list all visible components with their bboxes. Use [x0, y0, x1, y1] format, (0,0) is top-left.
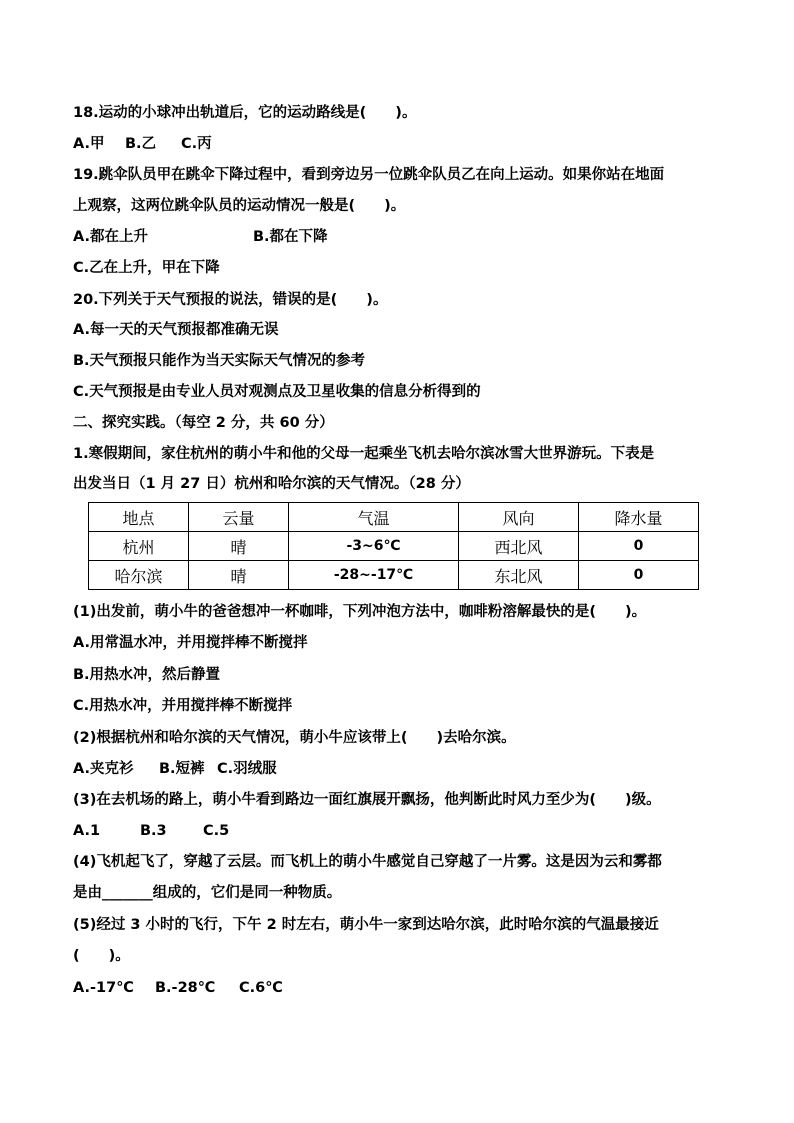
subquestion-1-stem: (1)出发前，萌小牛的爸爸想冲一杯咖啡，下列冲泡方法中，咖啡粉溶解最快的是( )。 — [73, 604, 647, 620]
subquestion-4-stem-line1: (4)飞机起飞了，穿越了云层。而飞机上的萌小牛感觉自己穿越了一片雾。这是因为云和雾都 — [73, 854, 662, 870]
option-c[interactable]: C.6℃ — [239, 980, 283, 996]
option-c[interactable]: C.5 — [203, 823, 230, 839]
table-header-cell: 风向 — [459, 503, 579, 532]
option-b[interactable]: B.3 — [140, 823, 167, 839]
option-b[interactable]: B.乙 — [125, 136, 157, 152]
table-cell-location: 哈尔滨 — [89, 561, 189, 590]
question-18-stem: 18.运动的小球冲出轨道后，它的运动路线是( )。 — [73, 105, 417, 121]
option-c[interactable]: C.丙 — [181, 136, 212, 152]
subquestion-5-stem-line1: (5)经过 3 小时的飞行，下午 2 时左右，萌小牛一家到达哈尔滨，此时哈尔滨的气温最接近 — [73, 917, 659, 933]
subquestion-3-stem: (3)在去机场的路上，萌小牛看到路边一面红旗展开飘扬，他判断此时风力至少为( )级。 — [73, 792, 661, 808]
subquestion-5-stem-line2: ( )。 — [73, 948, 130, 964]
option-a[interactable]: A.甲 — [73, 136, 105, 152]
subquestion-2-options — [73, 759, 277, 779]
subquestion-5-options — [73, 978, 283, 998]
problem-1-intro-line1: 1.寒假期间，家住杭州的萌小牛和他的父母一起乘坐飞机去哈尔滨冰雪大世界游玩。下表是 — [73, 446, 655, 462]
table-header-cell: 地点 — [89, 503, 189, 532]
option-a[interactable]: A.用常温水冲，并用搅拌棒不断搅拌 — [73, 635, 308, 651]
option-b[interactable]: B.-28℃ — [155, 980, 216, 996]
option-a[interactable]: A.夹克衫 — [73, 761, 134, 777]
section-heading: 二、探究实践。（每空 2 分，共 60 分） — [73, 415, 334, 431]
table-cell-precipitation: 0 — [579, 561, 699, 590]
table-cell-temperature: -28~-17℃ — [289, 561, 459, 590]
table-header-cell: 云量 — [189, 503, 289, 532]
option-c[interactable]: C.用热水冲，并用搅拌棒不断搅拌 — [73, 698, 293, 714]
table-header-cell: 降水量 — [579, 503, 699, 532]
question-18-options — [73, 134, 212, 154]
table-cell-wind: 西北风 — [459, 532, 579, 561]
table-cell-cloud: 晴 — [189, 561, 289, 590]
subquestion-3-options — [73, 821, 229, 841]
question-19-options-row1 — [73, 227, 328, 247]
table-cell-location: 杭州 — [89, 532, 189, 561]
question-19-stem-line1: 19.跳伞队员甲在跳伞下降过程中，看到旁边另一位跳伞队员乙在向上运动。如果你站在地面 — [73, 167, 665, 183]
subquestion-4-stem-line2: 是由_______组成的，它们是同一种物质。 — [73, 885, 342, 901]
option-c[interactable]: C.羽绒服 — [217, 761, 277, 777]
table-row — [89, 561, 699, 590]
table-cell-precipitation: 0 — [579, 532, 699, 561]
table-cell-wind: 东北风 — [459, 561, 579, 590]
option-a[interactable]: A.每一天的天气预报都准确无误 — [73, 322, 279, 338]
table-header-cell: 气温 — [289, 503, 459, 532]
option-b[interactable]: B.天气预报只能作为当天实际天气情况的参考 — [73, 353, 366, 369]
option-c[interactable]: C.天气预报是由专业人员对观测点及卫星收集的信息分析得到的 — [73, 384, 481, 400]
table-cell-temperature: -3~6℃ — [289, 532, 459, 561]
option-b[interactable]: B.短裤 — [159, 761, 205, 777]
table-header-row — [89, 503, 699, 532]
problem-1-intro-line2: 出发当日（1 月 27 日）杭州和哈尔滨的天气情况。（28 分） — [73, 476, 470, 492]
option-c[interactable]: C.乙在上升，甲在下降 — [73, 260, 220, 276]
weather-table — [88, 502, 699, 590]
question-20-stem: 20.下列关于天气预报的说法，错误的是( )。 — [73, 292, 388, 308]
option-a[interactable]: A.1 — [73, 823, 101, 839]
option-a[interactable]: A.-17℃ — [73, 980, 134, 996]
option-a[interactable]: A.都在上升 — [73, 229, 148, 245]
table-cell-cloud: 晴 — [189, 532, 289, 561]
table-row — [89, 532, 699, 561]
question-19-stem-line2: 上观察，这两位跳伞队员的运动情况一般是( )。 — [73, 198, 406, 214]
subquestion-2-stem: (2)根据杭州和哈尔滨的天气情况，萌小牛应该带上( )去哈尔滨。 — [73, 730, 516, 746]
option-b[interactable]: B.用热水冲，然后静置 — [73, 667, 221, 683]
option-b[interactable]: B.都在下降 — [253, 229, 328, 245]
